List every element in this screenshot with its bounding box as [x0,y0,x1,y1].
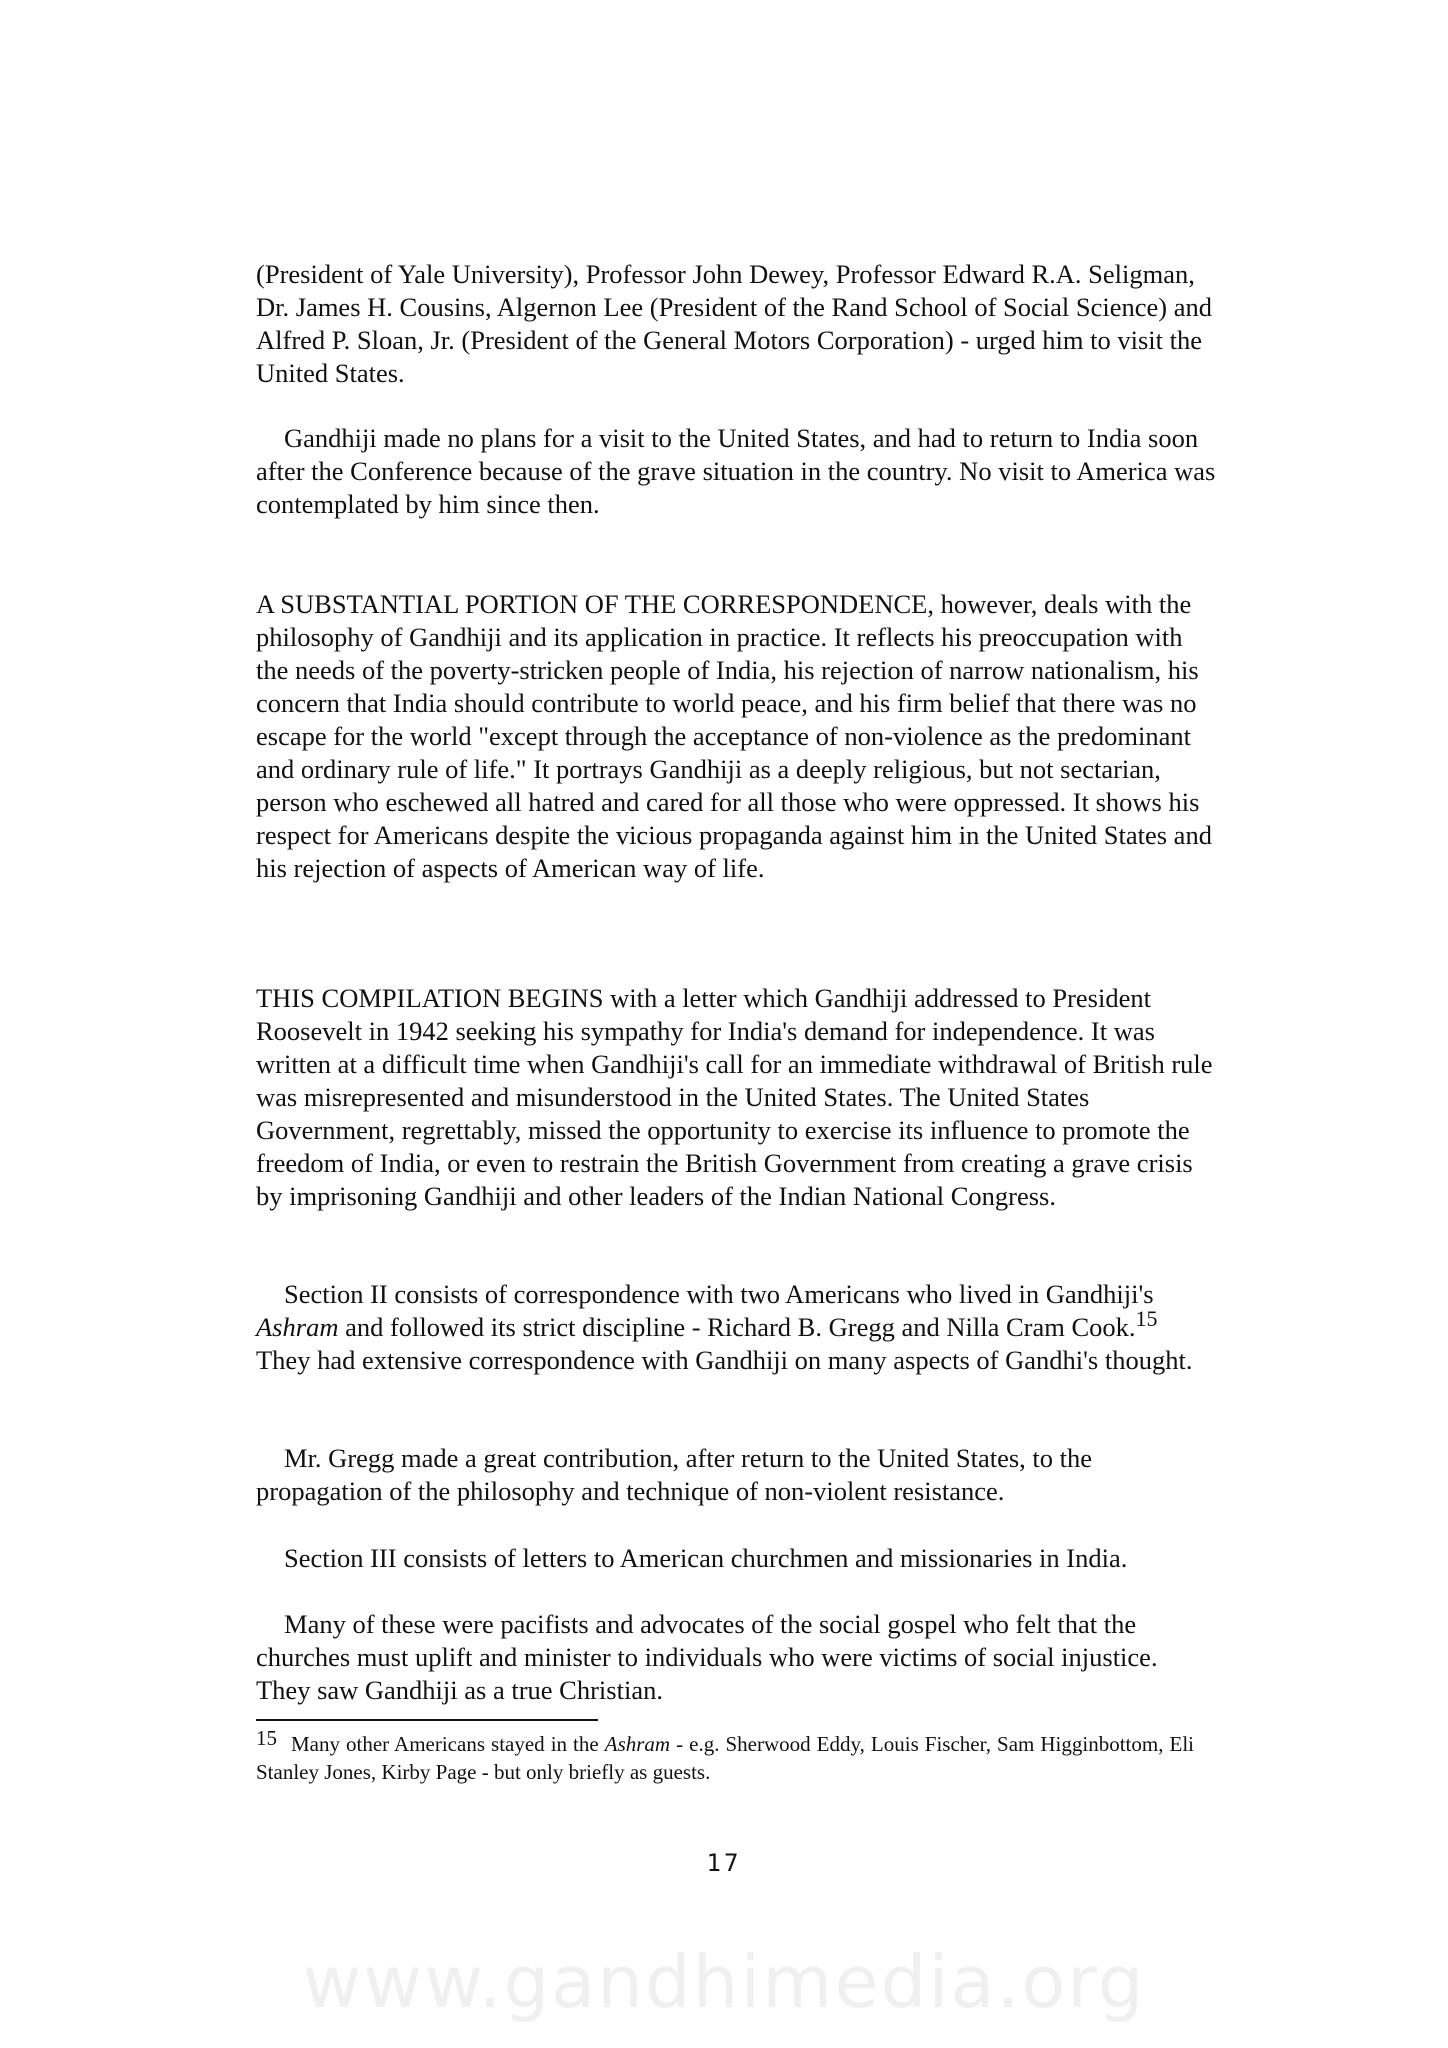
section-ii-text-part2: and followed its strict discipline - Richard B. Gregg and Nilla Cram Cook. [338,1312,1136,1342]
paragraph-pacifists: Many of these were pacifists and advocates of the social gospel who felt that the churches must uplift and minister to individuals who were victims of social injustice. They saw Gandhiji as a true Christian. [256,1609,1158,1705]
footnote-ashram-italic: Ashram [604,1732,671,1756]
paragraph-gregg: Mr. Gregg made a great contribution, after return to the United States, to the propagation of the philosophy and technique of non-violent resistance. [256,1443,1093,1506]
footnote [256,1726,1194,1786]
paragraph-section-ii [256,1278,1216,1377]
section-ii-ashram-italic: Ashram [256,1312,339,1342]
footnote-number: 15 [256,1726,277,1750]
page-number: 17 [706,1849,742,1877]
paragraph-section-iii: Section III consists of letters to American churchmen and missionaries in India. [284,1543,1128,1573]
paragraph-no-plans: Gandhiji made no plans for a visit to the United States, and had to return to India soon after the Conference because of the grave situation in the country. No visit to America was contemplated by him since then. [256,423,1216,519]
paragraph-intro: (President of Yale University), Professor John Dewey, Professor Edward R.A. Seligman, Dr. James H. Cousins, Algernon Lee (President of the Rand School of Social Science) and Alfred P. Sloan, Jr. (President of the General Motors Corporation) - urged him to visit the United States. [256,259,1213,388]
section-ii-text-part1: Section II consists of correspondence with two Americans who lived in Gandhiji's [284,1279,1154,1309]
footnote-reference[interactable]: 15 [1135,1306,1158,1331]
watermark: www.gandhimedia.org [302,1940,1146,2024]
footnote-divider [256,1719,598,1721]
section-ii-text-part3: They had extensive correspondence with Gandhiji on many aspects of Gandhi's thought. [256,1345,1193,1375]
footnote-text-part1: Many other Americans stayed in the [291,1732,605,1756]
paragraph-compilation: THIS COMPILATION BEGINS with a letter which Gandhiji addressed to President Roosevelt in 1942 seeking his sympathy for India's demand for independence. It was written at a difficult time when Gandhiji's call for an immediate withdrawal of British rule was misrepresented and misunderstood in the United States. The United States Government, regrettably, missed the opportunity to exercise its influence to promote the freedom of India, or even to restrain the British Government from creating a grave crisis by imprisoning Gandhiji and other leaders of the Indian National Congress. [256,983,1213,1211]
paragraph-substantial-portion: A SUBSTANTIAL PORTION OF THE CORRESPONDENCE, however, deals with the philosophy of Gandhiji and its application in practice. It reflects his preoccupation with the needs of the poverty-stricken people of India, his rejection of narrow nationalism, his concern that India should contribute to world peace, and his firm belief that there was no escape for the world "except through the acceptance of non-violence as the predominant and ordinary rule of life." It portrays Gandhiji as a deeply religious, but not sectarian, person who eschewed all hatred and cared for all those who were oppressed. It shows his respect for Americans despite the vicious propaganda against him in the United States and his rejection of aspects of American way of life. [256,589,1212,883]
footnote-text-part2: - e.g. Sherwood Eddy, Louis Fischer, Sam Higginbottom, Eli Stanley Jones, Kirby Page - but only briefly as guests. [256,1732,1194,1784]
